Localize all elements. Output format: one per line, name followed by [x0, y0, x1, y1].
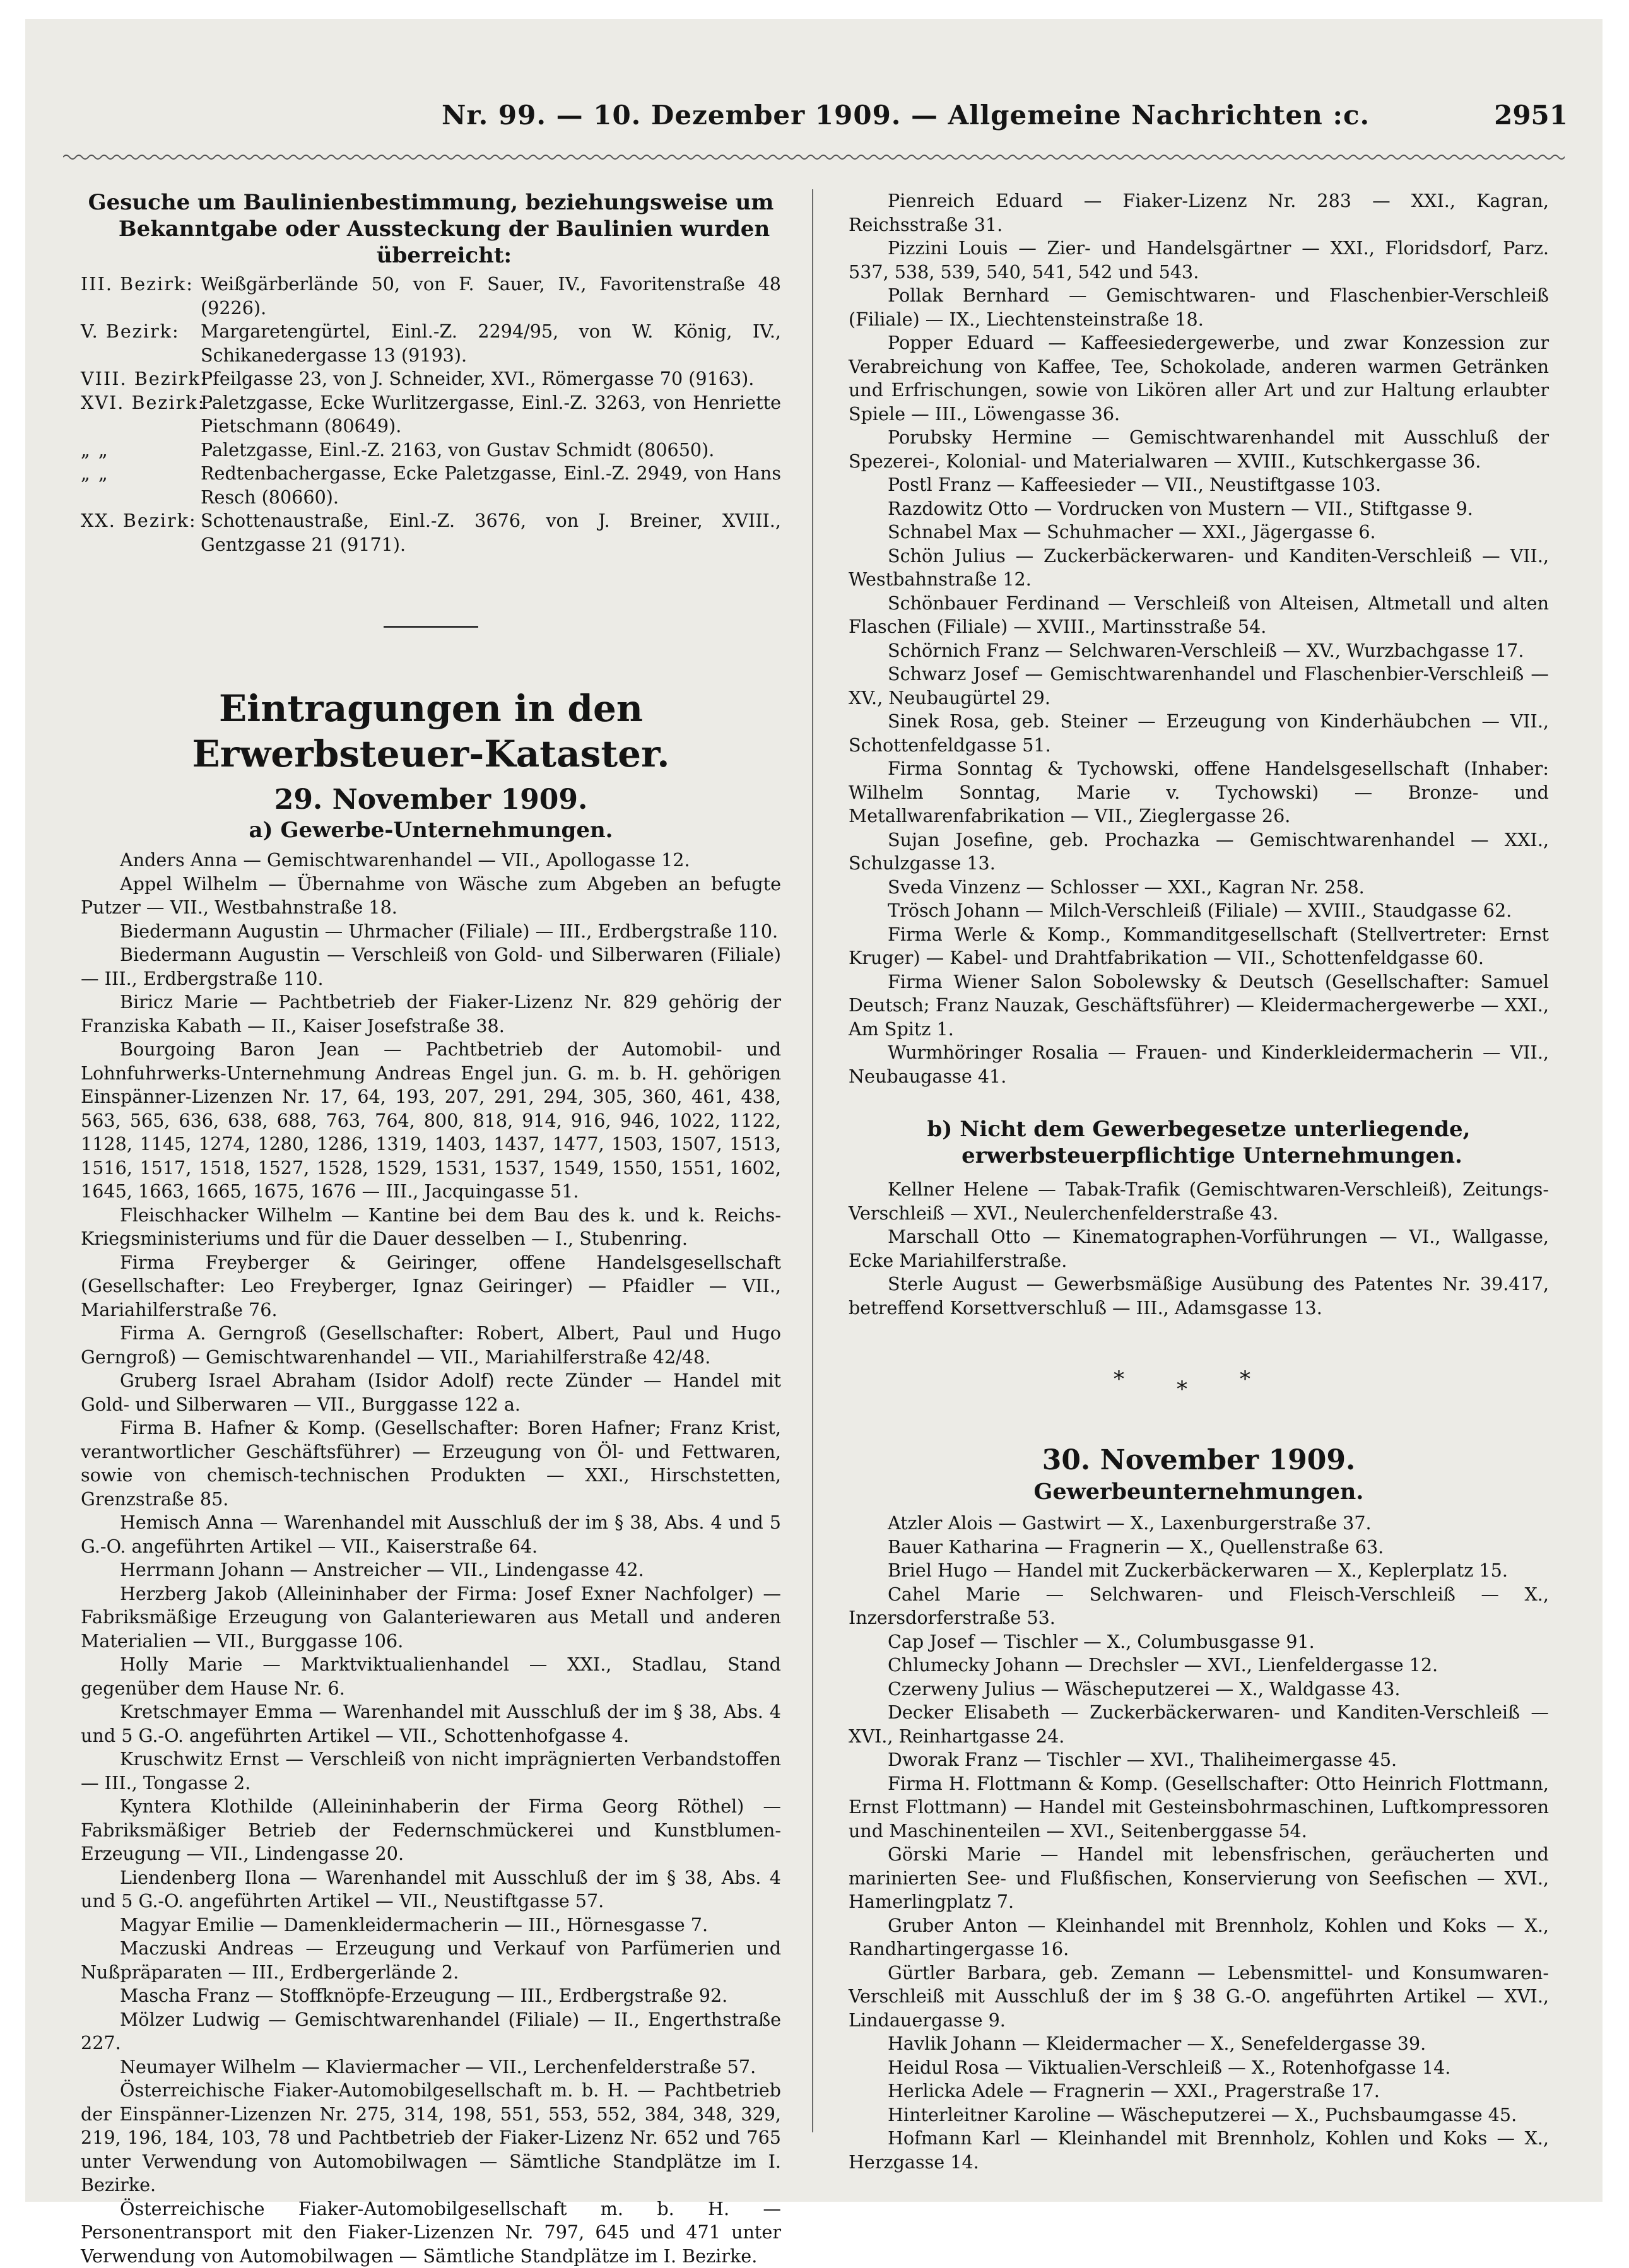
entry: Decker Elisabeth — Zuckerbäckerwaren- und Kanditen-Verschleiß — XVI., Reinhartgasse 24.: [849, 1701, 1549, 1748]
entry: Schönbauer Ferdinand — Verschleiß von Alteisen, Altmetall und alten Flaschen (Filiale) — XVIII., Martinsstraße 54.: [849, 592, 1549, 639]
district-label: III. Bezirk:: [81, 273, 201, 320]
entry: Schörnich Franz — Selchwaren-Verschleiß — XV., Wurzbachgasse 17.: [849, 639, 1549, 663]
star: *: [1177, 1377, 1187, 1402]
gesuche-text: Margaretengürtel, Einl.-Z. 2294/95, von W. König, IV., Schikanedergasse 13 (9193).: [201, 320, 781, 367]
separator-stars: [849, 1366, 1549, 1404]
gesuche-list: [81, 273, 781, 556]
entry: Herzberg Jakob (Alleininhaber der Firma: Josef Exner Nachfolger) — Fabriksmäßige Erzeugung von Galanteriewaren aus Metall und anderen Materialien — VII., Burggasse 106.: [81, 1582, 781, 1654]
entries-a-left: [81, 849, 781, 2268]
district-label: XVI. Bezirk:: [81, 391, 201, 438]
gesuche-item: [81, 438, 781, 462]
entry: Bourgoing Baron Jean — Pachtbetrieb der Automobil- und Lohnfuhrwerks-Unternehmung Andreas Engel jun. G. m. b. H. gehörigen Einspänner-Lizenzen Nr. 17, 64, 193, 207, 291, 294, 305, 360, 461, 438, 563, 565, 636, 638, 688, 763, 764, 800, 818, 914, 916, 946, 1022, 1122, 1128, 1145, 1274, 1280, 1286, 1319, 1403, 1437, 1477, 1503, 1507, 1513, 1516, 1517, 1518, 1527, 1528, 1529, 1531, 1537, 1549, 1550, 1551, 1602, 1645, 1663, 1665, 1675, 1676 — III., Jacquingasse 51.: [81, 1038, 781, 1204]
gesuche-heading: Gesuche um Baulinienbestimmung, beziehungsweise um Bekanntgabe oder Aussteckung der Baulinien wurden überreicht:: [81, 189, 781, 269]
entry: Biedermann Augustin — Verschleiß von Gold- und Silberwaren (Filiale) — III., Erdbergstraße 110.: [81, 943, 781, 990]
subheading-b: b) Nicht dem Gewerbegesetze unterliegende, erwerbsteuerpflichtige Unternehmungen.: [849, 1116, 1549, 1169]
entry: Schnabel Max — Schuhmacher — XXI., Jägergasse 6.: [849, 520, 1549, 544]
entry: Biedermann Augustin — Uhrmacher (Filiale) — III., Erdbergstraße 110.: [81, 920, 781, 944]
entries-a-right: [849, 189, 1549, 1088]
entry: Pizzini Louis — Zier- und Handelsgärtner — XXI., Floridsdorf, Parz. 537, 538, 539, 540, 541, 542 und 543.: [849, 237, 1549, 284]
gesuche-item: [81, 273, 781, 320]
subheading-a: a) Gewerbe-Unternehmungen.: [81, 817, 781, 843]
entry: Kyntera Klothilde (Alleininhaberin der Firma Georg Röthel) — Fabriksmäßiger Betrieb der Federnschmückerei und Kunstblumen-Erzeugung — VII., Lindengasse 20.: [81, 1795, 781, 1866]
entry: Postl Franz — Kaffeesieder — VII., Neustiftgasse 103.: [849, 473, 1549, 497]
entry: Briel Hugo — Handel mit Zuckerbäckerwaren — X., Keplerplatz 15.: [849, 1559, 1549, 1583]
entry: Cap Josef — Tischler — X., Columbusgasse 91.: [849, 1630, 1549, 1654]
gesuche-text: Redtenbachergasse, Ecke Paletzgasse, Einl.-Z. 2949, von Hans Resch (80660).: [201, 462, 781, 509]
gesuche-text: Paletzgasse, Ecke Wurlitzergasse, Einl.-Z. 3263, von Henriette Pietschmann (80649).: [201, 391, 781, 438]
district-label: XX. Bezirk:: [81, 509, 201, 556]
gesuche-item: [81, 509, 781, 556]
entry: Hinterleitner Karoline — Wäscheputzerei — X., Puchsbaumgasse 45.: [849, 2103, 1549, 2127]
entry: Liendenberg Ilona — Warenhandel mit Ausschluß der im § 38, Abs. 4 und 5 G.-O. angeführten Artikel — VII., Neustiftgasse 57.: [81, 1866, 781, 1913]
entry: Popper Eduard — Kaffeesiedergewerbe, und zwar Konzession zur Verabreichung von Kaffee, Tee, Schokolade, anderen warmen Getränken und Erfrischungen, sowie von Likören aller Art und zur Haltung erlaubter Spiele — III., Löwengasse 36.: [849, 331, 1549, 426]
entry: Kretschmayer Emma — Warenhandel mit Ausschluß der im § 38, Abs. 4 und 5 G.-O. angeführten Artikel — VII., Schottenhofgasse 4.: [81, 1700, 781, 1748]
left-column: [81, 189, 781, 2268]
district-label: V. Bezirk:: [81, 320, 201, 367]
newspaper-page: [25, 19, 1603, 2202]
district-label: „ „: [81, 438, 201, 462]
entry: Czerweny Julius — Wäscheputzerei — X., Waldgasse 43.: [849, 1677, 1549, 1701]
entry: Gruber Anton — Kleinhandel mit Brennholz, Kohlen und Koks — X., Randhartingergasse 16.: [849, 1914, 1549, 1961]
gesuche-text: Pfeilgasse 23, von J. Schneider, XVI., Römergasse 70 (9163).: [201, 367, 781, 391]
entry: Kellner Helene — Tabak-Trafik (Gemischtwaren-Verschleiß), Zeitungs-Verschleiß — XVI., Neulerchenfelderstraße 43.: [849, 1178, 1549, 1225]
entry: Kruschwitz Ernst — Verschleiß von nicht imprägnierten Verbandstoffen — III., Tongasse 2.: [81, 1748, 781, 1795]
entry: Sterle August — Gewerbsmäßige Ausübung des Patentes Nr. 39.417, betreffend Korsettverschluß — III., Adamsgasse 13.: [849, 1272, 1549, 1320]
entry: Havlik Johann — Kleidermacher — X., Senefeldergasse 39.: [849, 2032, 1549, 2056]
district-label: VIII. Bezirk:: [81, 367, 201, 391]
entry: Firma A. Gerngroß (Gesellschafter: Robert, Albert, Paul und Hugo Gerngroß) — Gemischtwarenhandel — VII., Mariahilferstraße 42/48.: [81, 1322, 781, 1369]
kataster-heading: Eintragungen in den Erwerbsteuer-Kataster.: [81, 686, 781, 777]
star: *: [1240, 1366, 1250, 1392]
entry: Schwarz Josef — Gemischtwarenhandel und Flaschenbier-Verschleiß — XV., Neubaugürtel 29.: [849, 662, 1549, 710]
entry: Sujan Josefine, geb. Prochazka — Gemischtwarenhandel — XXI., Schulzgasse 13.: [849, 828, 1549, 876]
gesuche-item: [81, 367, 781, 391]
entry: Mölzer Ludwig — Gemischtwarenhandel (Filiale) — II., Engerthstraße 227.: [81, 2008, 781, 2055]
entry: Firma Werle & Komp., Kommanditgesellschaft (Stellvertreter: Ernst Kruger) — Kabel- und Drahtfabrikation — VII., Schottenfeldgasse 60.: [849, 923, 1549, 970]
entry: Magyar Emilie — Damenkleidermacherin — III., Hörnesgasse 7.: [81, 1913, 781, 1937]
entry: Gruberg Israel Abraham (Isidor Adolf) recte Zünder — Handel mit Gold- und Silberwaren — VII., Burggasse 122 a.: [81, 1369, 781, 1416]
entry: Herlicka Adele — Fragnerin — XXI., Pragerstraße 17.: [849, 2079, 1549, 2103]
entry: Schön Julius — Zuckerbäckerwaren- und Kanditen-Verschleiß — VII., Westbahnstraße 12.: [849, 544, 1549, 592]
entry: Pollak Bernhard — Gemischtwaren- und Flaschenbier-Verschleiß (Filiale) — IX., Liechtensteinstraße 18.: [849, 284, 1549, 331]
entry: Österreichische Fiaker-Automobilgesellschaft m. b. H. — Pachtbetrieb der Einspänner-Lizenzen Nr. 275, 314, 198, 551, 553, 552, 384, 348, 329, 219, 196, 184, 103, 78 und Pachtbetrieb der Fiaker-Lizenz Nr. 652 und 765 unter Verwendung von Automobilwagen — Sämtliche Standplätze im I. Bezirke.: [81, 2079, 781, 2197]
entries-b: [849, 1178, 1549, 1320]
entry: Marschall Otto — Kinematographen-Vorführungen — VI., Wallgasse, Ecke Mariahilferstraße.: [849, 1225, 1549, 1272]
entry: Österreichische Fiaker-Automobilgesellschaft m. b. H. — Personentransport mit den Fiaker-Lizenzen Nr. 797, 645 und 471 unter Verwendung von Automobilwagen — Sämtliche Standplätze im I. Bezirke.: [81, 2197, 781, 2268]
entry: Pienreich Eduard — Fiaker-Lizenz Nr. 283 — XXI., Kagran, Reichsstraße 31.: [849, 189, 1549, 237]
date-30-november: 30. November 1909.: [849, 1443, 1549, 1478]
date-29-november: 29. November 1909.: [81, 783, 781, 817]
star: *: [1114, 1366, 1124, 1392]
entry: Sinek Rosa, geb. Steiner — Erzeugung von Kinderhäubchen — VII., Schottenfeldgasse 51.: [849, 710, 1549, 757]
entry: Neumayer Wilhelm — Klaviermacher — VII., Lerchenfelderstraße 57.: [81, 2055, 781, 2079]
entry: Holly Marie — Marktviktualienhandel — XXI., Stadlau, Stand gegenüber dem Hause Nr. 6.: [81, 1653, 781, 1700]
subheading-gewerbe: Gewerbeunternehmungen.: [849, 1478, 1549, 1507]
entry: Cahel Marie — Selchwaren- und Fleisch-Verschleiß — X., Inzersdorferstraße 53.: [849, 1583, 1549, 1630]
entry: Chlumecky Johann — Drechsler — XVI., Lienfeldergasse 12.: [849, 1654, 1549, 1677]
entry: Mascha Franz — Stoffknöpfe-Erzeugung — III., Erdbergstraße 92.: [81, 1984, 781, 2008]
header-title: Nr. 99. — 10. Dezember 1909. — Allgemeine Nachrichten :c.: [442, 100, 1370, 131]
entry: Herrmann Johann — Anstreicher — VII., Lindengasse 42.: [81, 1558, 781, 1582]
entry: Dworak Franz — Tischler — XVI., Thaliheimergasse 45.: [849, 1748, 1549, 1772]
entry: Maczuski Andreas — Erzeugung und Verkauf von Parfümerien und Nußpräparaten — III., Erdbergerlände 2.: [81, 1937, 781, 1984]
entry: Görski Marie — Handel mit lebensfrischen, geräucherten und marinierten See- und Flußfischen, Konservierung von Seefischen — XVI., Hamerlingplatz 7.: [849, 1843, 1549, 1914]
entry: Hofmann Karl — Kleinhandel mit Brennholz, Kohlen und Koks — X., Herzgasse 14.: [849, 2127, 1549, 2174]
entries-30-november: [849, 1512, 1549, 2174]
entry: Anders Anna — Gemischtwarenhandel — VII., Apollogasse 12.: [81, 849, 781, 873]
entry: Firma Freyberger & Geiringer, offene Handelsgesellschaft (Gesellschafter: Leo Freyberger, Ignaz Geiringer) — Pfaidler — VII., Mariahilferstraße 76.: [81, 1251, 781, 1322]
page-number: 2951: [1494, 100, 1568, 131]
gesuche-text: Weißgärberlände 50, von F. Sauer, IV., Favoritenstraße 48 (9226).: [201, 273, 781, 320]
entry: Firma Wiener Salon Sobolewsky & Deutsch (Gesellschafter: Samuel Deutsch; Franz Nauzak, Geschäftsführer) — Kleidermachergewerbe — XXI., Am Spitz 1.: [849, 970, 1549, 1042]
entry: Gürtler Barbara, geb. Zemann — Lebensmittel- und Konsumwaren-Verschleiß mit Ausschluß der im § 38 G.-O. angeführten Artikel — XVI., Lindauergasse 9.: [849, 1961, 1549, 2033]
entry: Appel Wilhelm — Übernahme von Wäsche zum Abgeben an befugte Putzer — VII., Westbahnstraße 18.: [81, 873, 781, 920]
entry: Fleischhacker Wilhelm — Kantine bei dem Bau des k. und k. Reichs-Kriegsministeriums und für die Dauer desselben — I., Stubenring.: [81, 1204, 781, 1251]
entry: Hemisch Anna — Warenhandel mit Ausschluß der im § 38, Abs. 4 und 5 G.-O. angeführten Artikel — VII., Kaiserstraße 64.: [81, 1511, 781, 1558]
entry: Razdowitz Otto — Vordrucken von Mustern — VII., Stiftgasse 9.: [849, 497, 1549, 521]
entry: Firma Sonntag & Tychowski, offene Handelsgesellschaft (Inhaber: Wilhelm Sonntag, Marie v. Tychowski) — Bronze- und Metallwarenfabrikation — VII., Zieglergasse 26.: [849, 757, 1549, 828]
page-header: [25, 19, 1603, 151]
gesuche-text: Schottenaustraße, Einl.-Z. 3676, von J. Breiner, XVIII., Gentzgasse 21 (9171).: [201, 509, 781, 556]
entry: Atzler Alois — Gastwirt — X., Laxenburgerstraße 37.: [849, 1512, 1549, 1536]
entry: Trösch Johann — Milch-Verschleiß (Filiale) — XVIII., Staudgasse 62.: [849, 899, 1549, 923]
entry: Firma H. Flottmann & Komp. (Gesellschafter: Otto Heinrich Flottmann, Ernst Flottmann) — Handel mit Gesteinsbohrmaschinen, Luftkompressoren und Maschinenteilen — XVI., Seitenberggasse 54.: [849, 1772, 1549, 1843]
entry: Firma B. Hafner & Komp. (Gesellschafter: Boren Hafner; Franz Krist, verantwortlicher Geschäftsführer) — Erzeugung von Öl- und Fettwaren, sowie von chemisch-technischen Produkten — XXI., Hirschstetten, Grenzstraße 85.: [81, 1416, 781, 1511]
entry: Sveda Vinzenz — Schlosser — XXI., Kagran Nr. 258.: [849, 876, 1549, 900]
entry: Bauer Katharina — Fragnerin — X., Quellenstraße 63.: [849, 1536, 1549, 1560]
district-label: „ „: [81, 462, 201, 509]
gesuche-item: [81, 462, 781, 509]
entry: Wurmhöringer Rosalia — Frauen- und Kinderkleidermacherin — VII., Neubaugasse 41.: [849, 1041, 1549, 1088]
gesuche-item: [81, 320, 781, 367]
column-divider: [812, 189, 813, 2132]
gesuche-item: [81, 391, 781, 438]
entry: Heidul Rosa — Viktualien-Verschleiß — X., Rotenhofgasse 14.: [849, 2056, 1549, 2080]
gesuche-text: Paletzgasse, Einl.-Z. 2163, von Gustav Schmidt (80650).: [201, 438, 781, 462]
right-column: [849, 189, 1549, 2174]
header-wavy-rule: [63, 153, 1565, 162]
entry: Porubsky Hermine — Gemischtwarenhandel mit Ausschluß der Spezerei-, Kolonial- und Materialwaren — XVIII., Kutschkergasse 36.: [849, 426, 1549, 473]
entry: Biricz Marie — Pachtbetrieb der Fiaker-Lizenz Nr. 829 gehörig der Franziska Kabath — II., Kaiser Josefstraße 38.: [81, 990, 781, 1038]
